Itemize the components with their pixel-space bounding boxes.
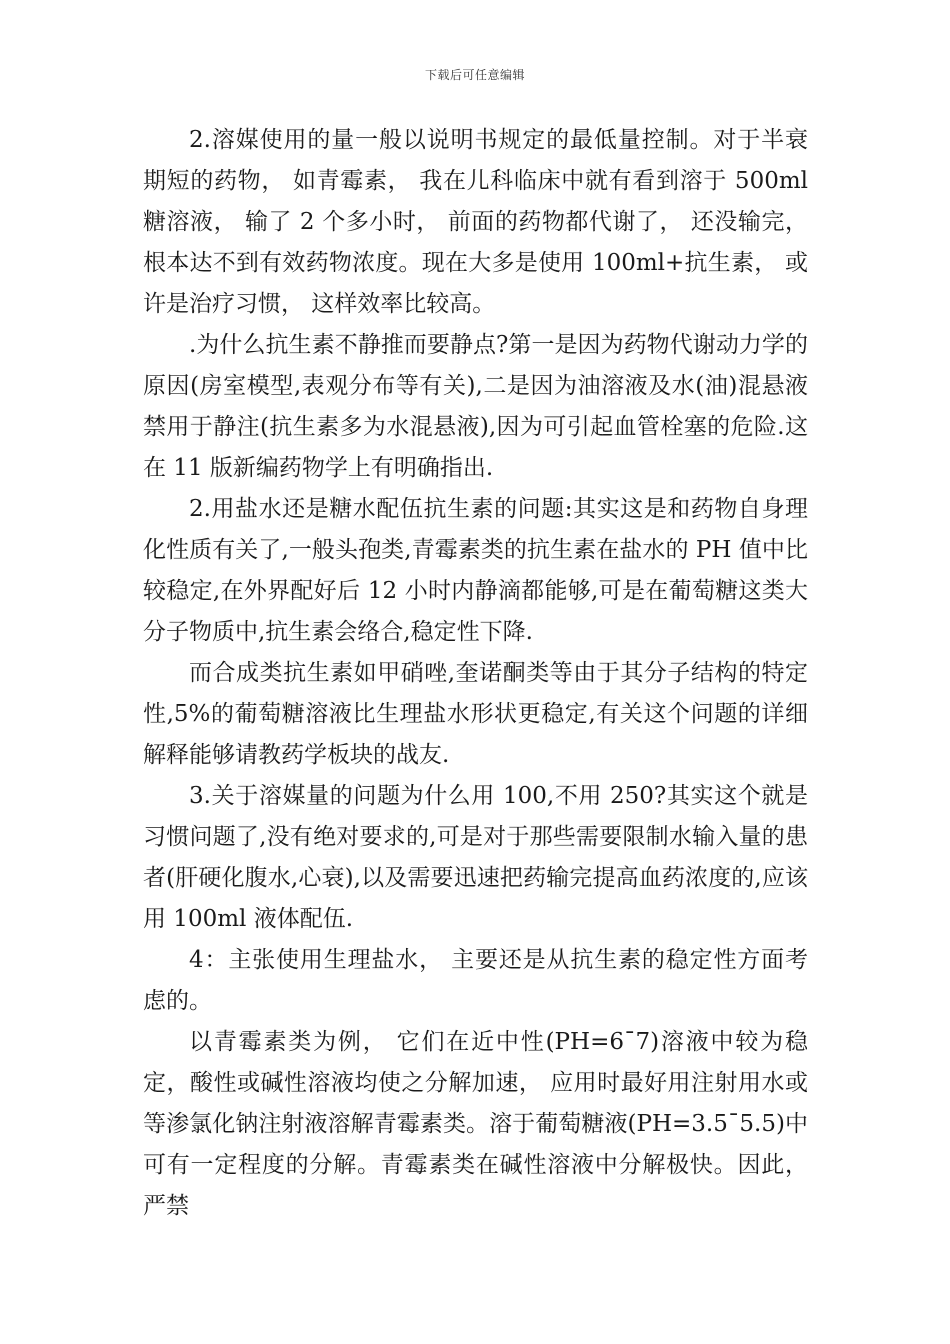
paragraph-4: 而合成类抗生素如甲硝唑,奎诺酮类等由于其分子结构的特定性,5%的葡萄糖溶液比生理盐水形状更稳定,有关这个问题的详细解释能够请教药学板块的战友. <box>143 660 808 768</box>
page-header: 下载后可任意编辑 <box>424 68 525 82</box>
paragraph-1: 2.溶媒使用的量一般以说明书规定的最低量控制。对于半衰期短的药物， 如青霉素， 我在儿科临床中就有看到溶于 500ml 糖溶液， 输了 2 个多小时， 前面的药物都代谢了， 还没输完， 根本达不到有效药物浓度。现在大多是使用 100ml+抗生素， 或许是治疗习惯， 这样效率比较高。 <box>143 127 808 317</box>
paragraph-6: 4：主张使用生理盐水， 主要还是从抗生素的稳定性方面考虑的。 <box>143 947 808 1014</box>
document-body <box>143 120 808 1227</box>
paragraph-2: .为什么抗生素不静推而要静点?第一是因为药物代谢动力学的原因(房室模型,表观分布等有关),二是因为油溶液及水(油)混悬液禁用于静注(抗生素多为水混悬液),因为可引起血管栓塞的危险.这在 11 版新编药物学上有明确指出. <box>143 332 808 481</box>
paragraph-5: 3.关于溶媒量的问题为什么用 100,不用 250?其实这个就是习惯问题了,没有绝对要求的,可是对于那些需要限制水输入量的患者(肝硬化腹水,心衰),以及需要迅速把药输完提高血药浓度的,应该用 100ml 液体配伍. <box>143 783 808 932</box>
paragraph-3: 2.用盐水还是糖水配伍抗生素的问题:其实这是和药物自身理化性质有关了,一般头孢类,青霉素类的抗生素在盐水的 PH 值中比较稳定,在外界配好后 12 小时内静滴都能够,可是在葡萄糖这类大分子物质中,抗生素会络合,稳定性下降. <box>143 496 808 645</box>
paragraph-7: 以青霉素类为例， 它们在近中性(PH=6¯7)溶液中较为稳定，酸性或碱性溶液均使之分解加速， 应用时最好用注射用水或等渗氯化钠注射液溶解青霉素类。溶于葡萄糖液(PH=3.5¯5.5)中可有一定程度的分解。青霉素类在碱性溶液中分解极快。因此， 严禁 <box>143 1029 808 1219</box>
